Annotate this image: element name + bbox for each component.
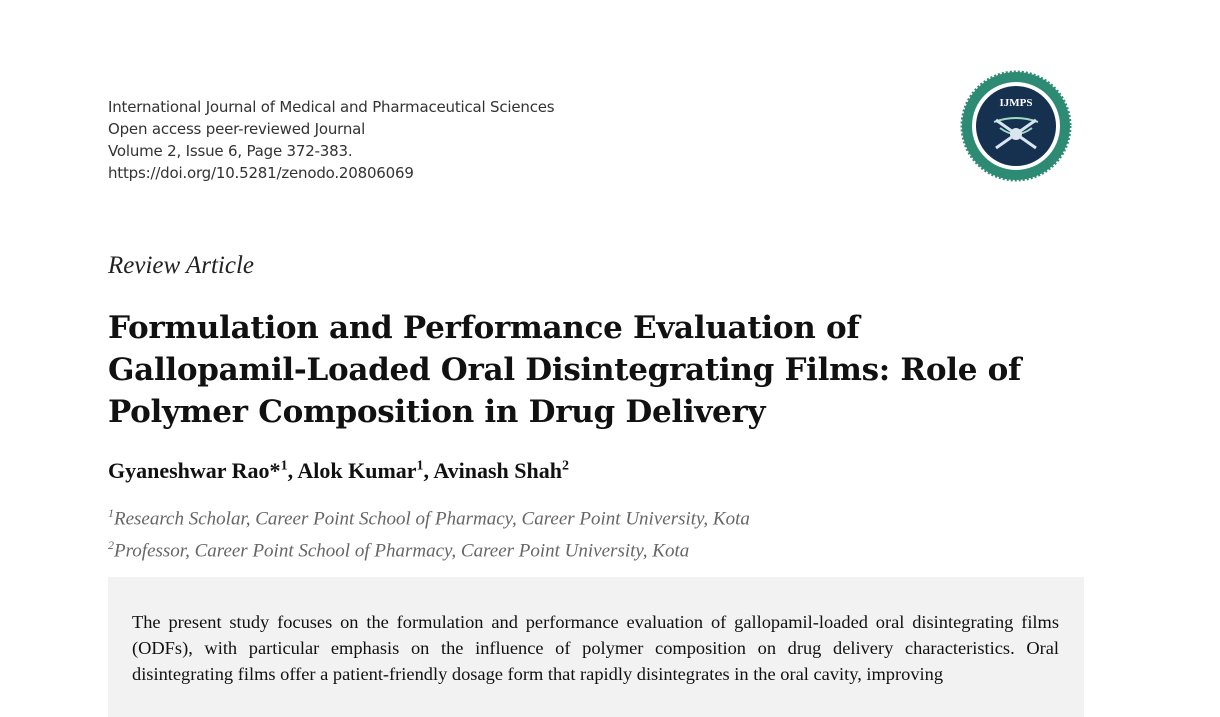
affiliation-item: $^1$Research Scholar, Career Point School of Pharmacy, Career Point University, Kota: [108, 506, 750, 530]
author-affiliation-ref: 1: [416, 458, 424, 474]
affiliation-list: [108, 500, 750, 565]
article-title: Formulation and Performance Evaluation of Gallopamil-Loaded Oral Disintegrating Films: Role of Polymer Composition in Drug Delivery: [108, 310, 1022, 430]
author-name: Alok Kumar: [297, 458, 417, 483]
logo-text: IJMPS: [999, 97, 1033, 109]
author-list: Gyaneshwar Rao*$^1$, Alok Kumar$^1$, Avinash Shah$^2$: [108, 458, 569, 483]
journal-seal-logo: [960, 70, 1072, 182]
abstract-box: [108, 577, 1084, 717]
journal-header: [108, 96, 554, 184]
author-name: Avinash Shah: [433, 458, 562, 483]
journal-name: International Journal of Medical and Pharmaceutical Sciences: [108, 98, 555, 116]
journal-access: Open access peer-reviewed Journal: [108, 120, 366, 138]
journal-doi[interactable]: https://doi.org/10.5281/zenodo.20806069: [108, 164, 414, 182]
author-affiliation-ref: 1: [280, 458, 288, 474]
article-type: Review Article: [108, 252, 255, 279]
journal-volume: Volume 2, Issue 6, Page 372-383.: [108, 142, 353, 160]
abstract-text: The present study focuses on the formulation and performance evaluation of gallopamil-loaded oral disintegrating films (ODFs), with particular emphasis on the influence of polymer composition on drug delivery characteristics. Oral disintegrating films offer a patient-friendly dosage form that rapidly disintegrates in the oral cavity, improving: [132, 612, 1059, 684]
affiliation-item: $^2$Professor, Career Point School of Pharmacy, Career Point University, Kota: [108, 538, 690, 562]
author-affiliation-ref: 2: [561, 458, 569, 474]
author-name: Gyaneshwar Rao*: [108, 458, 281, 483]
